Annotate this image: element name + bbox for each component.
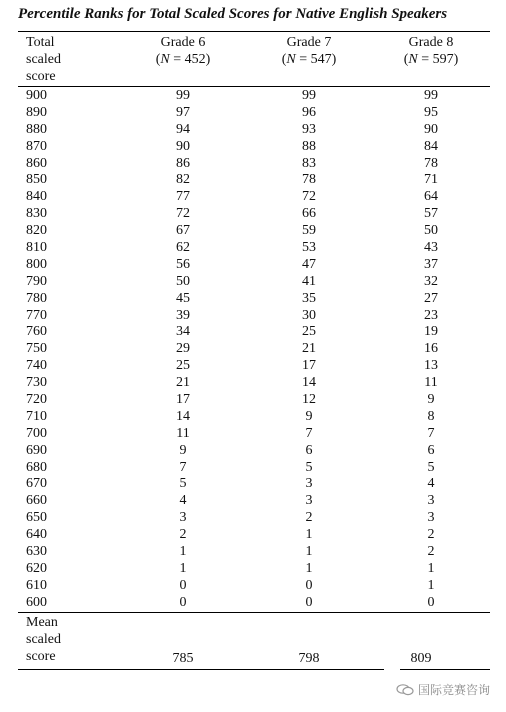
table-row	[0, 544, 506, 561]
grade-8-percentile: 32	[424, 273, 438, 289]
grade-8-percentile: 23	[424, 307, 438, 323]
score-cell: 610	[26, 577, 47, 593]
table-row	[0, 595, 506, 612]
table-title: Percentile Ranks for Total Scaled Scores for Native English Speakers	[18, 6, 448, 22]
grade-6-percentile: 17	[176, 392, 190, 408]
grade-8-percentile: 99	[424, 88, 438, 103]
table-row	[0, 156, 506, 173]
grade-7-percentile: 59	[302, 223, 316, 239]
score-cell: 880	[26, 121, 47, 137]
grade-6-percentile: 9	[179, 442, 187, 458]
table-row	[0, 392, 506, 409]
grade-7-percentile: 78	[302, 172, 316, 188]
score-cell: 820	[26, 223, 47, 239]
grade-8-percentile: 90	[424, 121, 438, 137]
score-cell: 800	[26, 256, 47, 272]
score-cell: 810	[26, 240, 47, 256]
grade-7-percentile: 53	[302, 240, 316, 256]
grade-7-percentile: 1	[305, 544, 313, 560]
grade-6-percentile: 7	[179, 459, 187, 475]
table-row	[0, 105, 506, 122]
bottom-rule-left	[18, 669, 384, 670]
grade-6-percentile: 0	[179, 594, 187, 610]
grade-8-header	[376, 34, 486, 68]
score-column-header	[26, 34, 61, 85]
table-row	[0, 375, 506, 392]
grade-label: Grade 6	[160, 35, 206, 50]
mean-label-line: score	[26, 649, 56, 664]
grade-6-percentile: 56	[176, 256, 190, 272]
grade-8-percentile: 5	[427, 459, 435, 475]
grade-7-percentile: 1	[305, 560, 313, 576]
score-cell: 830	[26, 206, 47, 222]
grade-7-percentile: 7	[305, 425, 313, 441]
grade-6-percentile: 5	[179, 476, 187, 492]
score-cell: 680	[26, 459, 47, 475]
grade-6-percentile: 99	[176, 88, 190, 103]
score-cell: 600	[26, 594, 47, 610]
score-cell: 660	[26, 493, 47, 509]
grade-6-percentile: 0	[179, 577, 187, 593]
grade-8-percentile: 78	[424, 155, 438, 171]
table-row	[0, 88, 506, 105]
score-cell: 690	[26, 442, 47, 458]
mean-grade-6: 785	[172, 651, 194, 666]
grade-7-percentile: 25	[302, 324, 316, 340]
grade-8-percentile: 19	[424, 324, 438, 340]
grade-7-percentile: 0	[305, 594, 313, 610]
table-row	[0, 510, 506, 527]
grade-7-percentile: 1	[305, 527, 313, 543]
grade-7-percentile: 83	[302, 155, 316, 171]
table-row	[0, 324, 506, 341]
grade-7-percentile: 72	[302, 189, 316, 205]
table-row	[0, 358, 506, 375]
score-header-line: scaled	[26, 52, 61, 67]
grade-7-percentile: 99	[302, 88, 316, 103]
score-cell: 620	[26, 560, 47, 576]
grade-6-percentile: 62	[176, 240, 190, 256]
grade-6-percentile: 4	[179, 493, 187, 509]
score-cell: 860	[26, 155, 47, 171]
score-cell: 770	[26, 307, 47, 323]
score-header-line: score	[26, 69, 56, 84]
bottom-rule-right	[400, 669, 490, 670]
grade-7-percentile: 41	[302, 273, 316, 289]
grade-7-percentile: 35	[302, 290, 316, 306]
mean-grade-7: 798	[298, 651, 320, 666]
score-cell: 900	[26, 88, 47, 103]
score-cell: 850	[26, 172, 47, 188]
grade-6-percentile: 34	[176, 324, 190, 340]
grade-8-percentile: 95	[424, 104, 438, 120]
grade-7-percentile: 14	[302, 375, 316, 391]
table-row	[0, 426, 506, 443]
score-cell: 790	[26, 273, 47, 289]
score-cell: 730	[26, 375, 47, 391]
score-cell: 630	[26, 544, 47, 560]
grade-8-percentile: 16	[424, 341, 438, 357]
grade-7-percentile: 3	[305, 493, 313, 509]
grade-7-percentile: 47	[302, 256, 316, 272]
mean-score-label	[26, 614, 61, 665]
table-row	[0, 274, 506, 291]
grade-6-percentile: 1	[179, 544, 187, 560]
table-row	[0, 122, 506, 139]
grade-8-percentile: 64	[424, 189, 438, 205]
grade-6-percentile: 1	[179, 560, 187, 576]
grade-6-percentile: 25	[176, 358, 190, 374]
grade-7-percentile: 88	[302, 138, 316, 154]
grade-8-percentile: 13	[424, 358, 438, 374]
body-rule	[18, 612, 490, 613]
grade-6-percentile: 21	[176, 375, 190, 391]
grade-8-percentile: 50	[424, 223, 438, 239]
grade-6-percentile: 86	[176, 155, 190, 171]
grade-7-percentile: 12	[302, 392, 316, 408]
grade-8-percentile: 4	[427, 476, 435, 492]
grade-8-percentile: 37	[424, 256, 438, 272]
score-cell: 750	[26, 341, 47, 357]
grade-6-percentile: 50	[176, 273, 190, 289]
grade-6-percentile: 77	[176, 189, 190, 205]
grade-8-percentile: 7	[427, 425, 435, 441]
grade-8-percentile: 9	[427, 392, 435, 408]
table-row	[0, 409, 506, 426]
grade-8-percentile: 71	[424, 172, 438, 188]
table-row	[0, 476, 506, 493]
grade-7-percentile: 93	[302, 121, 316, 137]
top-rule	[18, 31, 490, 32]
grade-8-percentile: 84	[424, 138, 438, 154]
grade-8-percentile: 57	[424, 206, 438, 222]
grade-8-percentile: 1	[427, 560, 435, 576]
grade-6-header	[128, 34, 238, 68]
table-row	[0, 561, 506, 578]
table-row	[0, 308, 506, 325]
grade-6-percentile: 45	[176, 290, 190, 306]
table-row	[0, 460, 506, 477]
table-row	[0, 341, 506, 358]
grade-6-percentile: 2	[179, 527, 187, 543]
table-row	[0, 240, 506, 257]
sample-size-label: (N = 597)	[403, 52, 459, 67]
score-cell: 700	[26, 425, 47, 441]
score-cell: 650	[26, 510, 47, 526]
grade-label: Grade 7	[286, 35, 332, 50]
chat-bubble-icon	[396, 684, 414, 696]
mean-label-line: scaled	[26, 632, 61, 647]
table-row	[0, 223, 506, 240]
score-header-line: Total	[26, 35, 55, 50]
grade-7-percentile: 66	[302, 206, 316, 222]
grade-8-percentile: 43	[424, 240, 438, 256]
grade-6-percentile: 29	[176, 341, 190, 357]
score-cell: 840	[26, 189, 47, 205]
header-rule	[18, 86, 490, 87]
grade-7-header	[254, 34, 364, 68]
grade-6-percentile: 97	[176, 104, 190, 120]
grade-6-percentile: 67	[176, 223, 190, 239]
sample-size-label: (N = 547)	[281, 52, 337, 67]
grade-8-percentile: 6	[427, 442, 435, 458]
grade-6-percentile: 82	[176, 172, 190, 188]
grade-7-percentile: 0	[305, 577, 313, 593]
table-row	[0, 189, 506, 206]
table-row	[0, 139, 506, 156]
table-row	[0, 443, 506, 460]
grade-6-percentile: 72	[176, 206, 190, 222]
grade-6-percentile: 94	[176, 121, 190, 137]
grade-7-percentile: 96	[302, 104, 316, 120]
grade-8-percentile: 0	[427, 594, 435, 610]
grade-8-percentile: 11	[424, 375, 438, 391]
grade-7-percentile: 6	[305, 442, 313, 458]
sample-size-label: (N = 452)	[155, 52, 211, 67]
score-cell: 710	[26, 408, 47, 424]
table-row	[0, 493, 506, 510]
grade-7-percentile: 2	[305, 510, 313, 526]
grade-label: Grade 8	[408, 35, 454, 50]
grade-8-percentile: 3	[427, 493, 435, 509]
grade-8-percentile: 8	[427, 408, 435, 424]
grade-7-percentile: 17	[302, 358, 316, 374]
score-cell: 890	[26, 104, 47, 120]
score-cell: 780	[26, 290, 47, 306]
score-cell: 670	[26, 476, 47, 492]
grade-6-percentile: 90	[176, 138, 190, 154]
table-row	[0, 291, 506, 308]
watermark	[396, 681, 490, 698]
grade-7-percentile: 21	[302, 341, 316, 357]
grade-8-percentile: 2	[427, 544, 435, 560]
table-row	[0, 257, 506, 274]
table-row	[0, 578, 506, 595]
watermark-text: 国际竞赛咨询	[417, 683, 490, 697]
table-row	[0, 172, 506, 189]
table-body	[0, 88, 506, 612]
score-cell: 760	[26, 324, 47, 340]
mean-grade-8: 809	[410, 651, 432, 666]
grade-7-percentile: 5	[305, 459, 313, 475]
grade-6-percentile: 39	[176, 307, 190, 323]
mean-label-line: Mean	[26, 615, 58, 630]
grade-8-percentile: 1	[427, 577, 435, 593]
grade-6-percentile: 11	[176, 425, 190, 441]
grade-6-percentile: 14	[176, 408, 190, 424]
grade-8-percentile: 2	[427, 527, 435, 543]
grade-8-percentile: 3	[427, 510, 435, 526]
table-row	[0, 527, 506, 544]
grade-7-percentile: 3	[305, 476, 313, 492]
grade-7-percentile: 30	[302, 307, 316, 323]
score-cell: 870	[26, 138, 47, 154]
grade-7-percentile: 9	[305, 408, 313, 424]
grade-8-percentile: 27	[424, 290, 438, 306]
grade-6-percentile: 3	[179, 510, 187, 526]
score-cell: 720	[26, 392, 47, 408]
score-cell: 740	[26, 358, 47, 374]
score-cell: 640	[26, 527, 47, 543]
table-row	[0, 206, 506, 223]
